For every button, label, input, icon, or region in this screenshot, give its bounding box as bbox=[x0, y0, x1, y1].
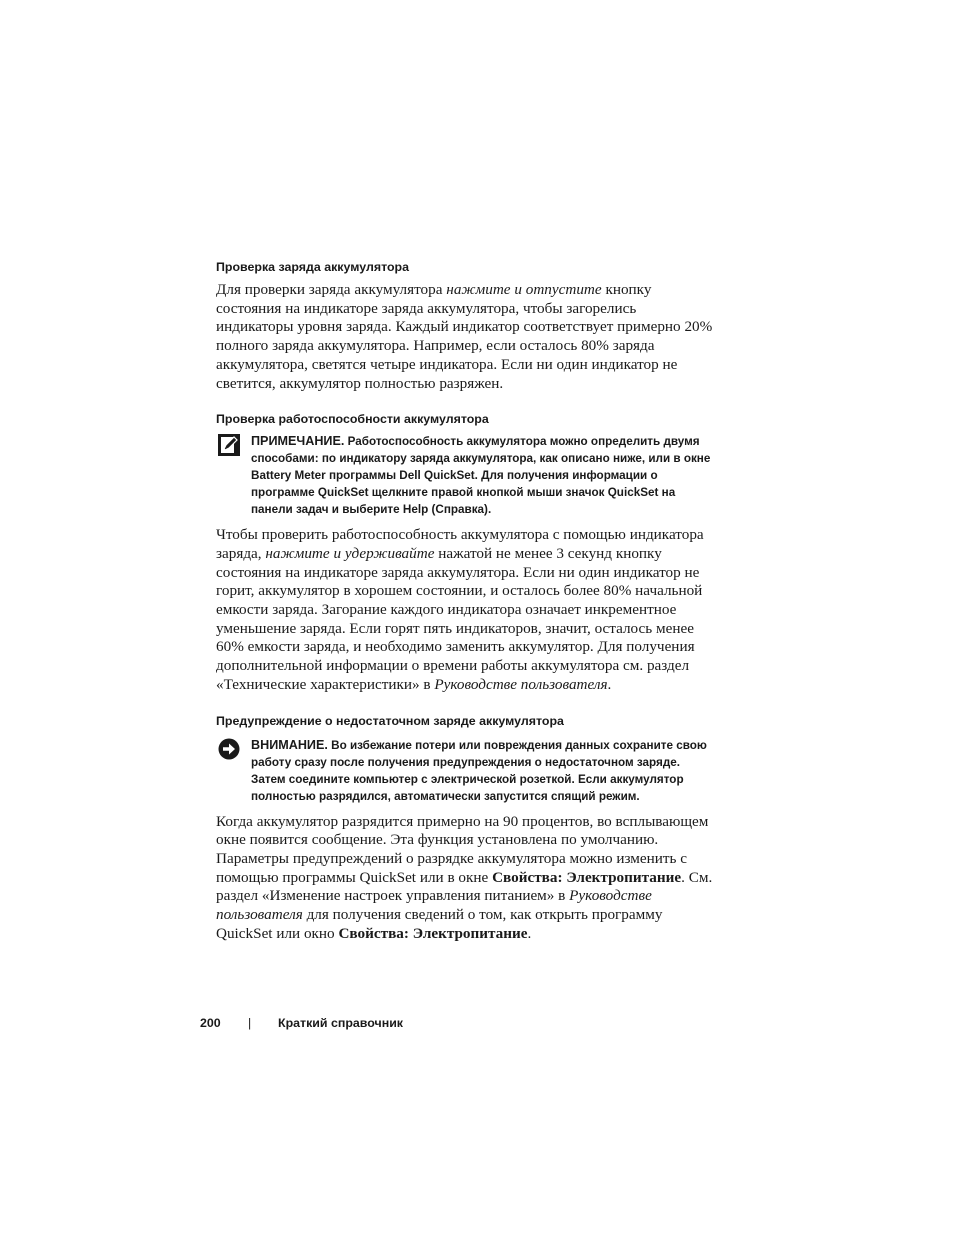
notice-arrow-icon bbox=[218, 738, 240, 760]
paragraph-battery-charge: Для проверки заряда аккумулятора нажмите и отпустите кнопку состояния на индикаторе заряда аккумулятора, чтобы загорелись индикаторы уровня заряда. Каждый индикатор соответствует примерно 20% полного заряда аккумулятора. Например, если осталось 80% заряда аккумулятора, светятся четыре индикатора. Если ни один индикатор не светится, аккумулятор полностью разряжен. bbox=[216, 281, 713, 392]
section-heading-battery-health: Проверка работоспособности аккумулятора bbox=[216, 412, 489, 427]
paragraph-low-battery: Когда аккумулятор разрядится примерно на 90 процентов, во всплывающем окне появится сообщение. Эта функция установлена по умолчанию. Параметры предупреждений о разрядке аккумулятора можно изменить с помощью программы QuickSet или в окне Свойства: Электропитание. См. раздел «Изменение настроек управления питанием» в Руководстве пользователя для получения сведений о том, как открыть программу QuickSet или окно Свойства: Электропитание. bbox=[216, 812, 713, 942]
note-box bbox=[216, 433, 716, 518]
notice-text: ВНИМАНИЕ. Во избежание потери или повреждения данных сохраните свою работу сразу после получения предупреждения о недостаточном заряде. Затем соедините компьютер с электрической розеткой. Если аккумулятор полностью разрядился, автоматически запустится спящий режим. bbox=[251, 737, 707, 803]
section-heading-low-battery: Предупреждение о недостаточном заряде аккумулятора bbox=[216, 713, 564, 728]
footer-title: Краткий справочник bbox=[278, 1016, 404, 1030]
page-number: 200 bbox=[200, 1016, 221, 1030]
footer-separator: | bbox=[248, 1016, 252, 1030]
paragraph-battery-health: Чтобы проверить работоспособность аккумулятора с помощью индикатора заряда, нажмите и удерживайте нажатой не менее 3 секунд кнопку состояния на индикаторе заряда аккумулятора. Если ни один индикатор не горит, аккумулятор в хорошем состоянии, и осталось более 80% начальной емкости заряда. Загорание каждого индикатора означает инкрементное уменьшение заряда. Если горят пять индикаторов, значит, осталось менее 60% емкости заряда, и необходимо заменить аккумулятор. Для получения дополнительной информации о времени работы аккумулятора см. раздел «Технические характеристики» в Руководстве пользователя. bbox=[216, 526, 704, 693]
page-content bbox=[216, 259, 716, 943]
note-text: ПРИМЕЧАНИЕ. Работоспособность аккумулятора можно определить двумя способами: по индикатору заряда аккумулятора, как описано ниже, или в окне Battery Meter программы Dell QuickSet. Для получения информации о программе QuickSet щелкните правой кнопкой мыши значок QuickSet на панели задач и выберите Help (Справка). bbox=[251, 434, 711, 517]
notice-box bbox=[216, 737, 716, 805]
pencil-note-icon bbox=[218, 434, 240, 456]
section-heading-battery-charge: Проверка заряда аккумулятора bbox=[216, 260, 409, 274]
